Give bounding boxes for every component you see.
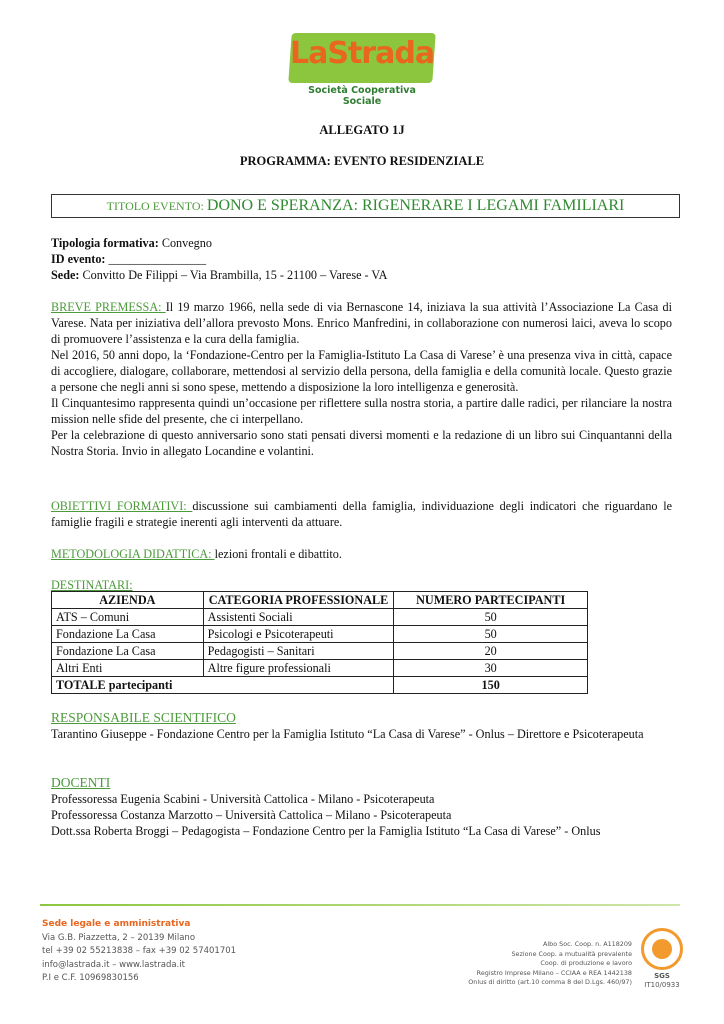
docenti-section (51, 775, 672, 839)
table-row (52, 660, 588, 677)
logo-subtitle: Società Cooperativa Sociale (308, 85, 416, 107)
obiettivi-label: OBIETTIVI FORMATIVI: (51, 499, 193, 513)
table-cell: Altri Enti (52, 660, 204, 677)
obiettivi-text: discussione sui cambiamenti della famiglia, individuazione degli indicatori che riguardano le famiglie fragili e strategie inerenti agli interventi da attuare. (51, 499, 672, 529)
table-header: NUMERO PARTECIPANTI (394, 592, 588, 609)
title-label: TITOLO EVENTO: (106, 199, 204, 213)
table-cell: Fondazione La Casa (52, 626, 204, 643)
table-cell: 20 (394, 643, 588, 660)
footer-piva: P.I e C.F. 10969830156 (42, 973, 139, 983)
premessa-p4: Per la celebrazione di questo anniversario sono stati pensati diversi momenti e la redazione di un libro sui Cinquantanni della Nostra Storia. Invio in allegato Locandine e volantini. (51, 428, 672, 458)
table-row (52, 643, 588, 660)
docenti-label: DOCENTI (51, 775, 111, 790)
footer-registry-line: Registro Imprese Milano – CCIAA e REA 1442138 (476, 968, 632, 977)
total-value: 150 (394, 677, 588, 694)
footer-divider (40, 904, 680, 906)
table-row (52, 626, 588, 643)
footer-heading: Sede legale e amministrativa (42, 919, 191, 929)
sede-value: Convitto De Filippi – Via Brambilla, 15 - 21100 – Varese - VA (82, 268, 388, 282)
certification-seal-icon (641, 928, 683, 970)
docente-item: Dott.ssa Roberta Broggi – Pedagogista – Fondazione Centro per la Famiglia Istituto “La Casa di Varese” - Onlus (51, 824, 601, 838)
responsabile-section (51, 710, 672, 742)
footer-registry-line: Sezione Coop. a mutualità prevalente (511, 949, 632, 958)
footer-address (42, 918, 236, 986)
responsabile-text: Tarantino Giuseppe - Fondazione Centro per la Famiglia Istituto “La Casa di Varese” - Onlus – Direttore e Psicoterapeuta (51, 727, 644, 741)
table-header: CATEGORIA PROFESSIONALE (203, 592, 394, 609)
footer-phone: tel +39 02 55213838 – fax +39 02 57401701 (42, 946, 237, 956)
id-evento-value: ________________ (108, 252, 207, 266)
sede-label: Sede: (51, 268, 80, 282)
id-evento-label: ID evento: (51, 252, 106, 266)
metodologia-label: METODOLOGIA DIDATTICA: (51, 547, 215, 561)
cert-code: IT10/0933 (644, 981, 680, 989)
certification-text (636, 972, 688, 990)
docente-item: Professoressa Costanza Marzotto – Università Cattolica – Milano - Psicoterapeuta (51, 808, 452, 822)
table-cell: Pedagogisti – Sanitari (203, 643, 394, 660)
table-header: AZIENDA (52, 592, 204, 609)
logo-name: LaStrada (290, 36, 435, 71)
destinatari-table (51, 591, 588, 694)
premessa-section (51, 299, 672, 459)
metodologia-section (51, 546, 672, 562)
event-info (51, 235, 672, 283)
table-row (52, 609, 588, 626)
premessa-p1: Il 19 marzo 1966, nella sede di via Bernascone 14, iniziava la sua attività l’Associazione La Casa di Varese. Nata per iniziativa dell’allora prevosto Mons. Enrico Manfredini, in collaborazione con numerosi laici, aveva lo scopo di promuovere l’assistenza e la cura della famiglia. (51, 300, 672, 346)
responsabile-label: RESPONSABILE SCIENTIFICO (51, 710, 236, 725)
table-cell: Psicologi e Psicoterapeuti (203, 626, 394, 643)
premessa-p3: Il Cinquantesimo rappresenta quindi un’occasione per riflettere sulla nostra storia, a partire dalle radici, per rilanciare la nostra mission nelle sfide del presente, che ci interpellano. (51, 396, 672, 426)
table-cell: Assistenti Sociali (203, 609, 394, 626)
title-box (51, 194, 680, 218)
footer-address-line: Via G.B. Piazzetta, 2 – 20139 Milano (42, 932, 196, 943)
docente-item: Professoressa Eugenia Scabini - Università Cattolica - Milano - Psicoterapeuta (51, 792, 435, 806)
destinatari-label: DESTINATARI: (51, 578, 133, 592)
table-cell: Fondazione La Casa (52, 643, 204, 660)
table-cell: ATS – Comuni (52, 609, 204, 626)
allegato-heading: ALLEGATO 1J (319, 123, 405, 137)
premessa-p2: Nel 2016, 50 anni dopo, la ‘Fondazione-Centro per la Famiglia-Istituto La Casa di Varese’ è una presenza viva in città, capace di accogliere, dialogare, collaborare, mettendosi al servizio della persona, della famiglia e della comunità locale. Questo grazie a persone che negli anni si sono spese, mettendo a disposizione la loro intelligenza e generosità. (51, 348, 672, 394)
footer-registry-line: Coop. di produzione e lavoro (540, 959, 632, 968)
programma-heading: PROGRAMMA: EVENTO RESIDENZIALE (239, 154, 485, 168)
obiettivi-section (51, 498, 672, 530)
title-value: DONO E SPERANZA: RIGENERARE I LEGAMI FAMILIARI (206, 197, 625, 214)
footer-web: info@lastrada.it – www.lastrada.it (42, 959, 185, 970)
table-cell: 50 (394, 609, 588, 626)
cert-name: SGS (654, 972, 670, 980)
lastrada-logo (290, 33, 435, 107)
total-label: TOTALE partecipanti (52, 677, 394, 694)
premessa-label: BREVE PREMESSA: (51, 300, 166, 314)
table-cell: 50 (394, 626, 588, 643)
tipologia-label: Tipologia formativa: (51, 236, 159, 250)
footer-registry (440, 940, 632, 988)
table-cell: 30 (394, 660, 588, 677)
table-header-row (52, 592, 588, 609)
tipologia-value: Convegno (161, 236, 212, 250)
table-total-row (52, 677, 588, 694)
footer-registry-line: Albo Soc. Coop. n. A118209 (543, 940, 632, 948)
footer-registry-line: Onlus di diritto (art.10 comma 8 del D.Lgs. 460/97) (468, 978, 632, 987)
metodologia-text: lezioni frontali e dibattito. (214, 547, 342, 561)
table-cell: Altre figure professionali (203, 660, 394, 677)
